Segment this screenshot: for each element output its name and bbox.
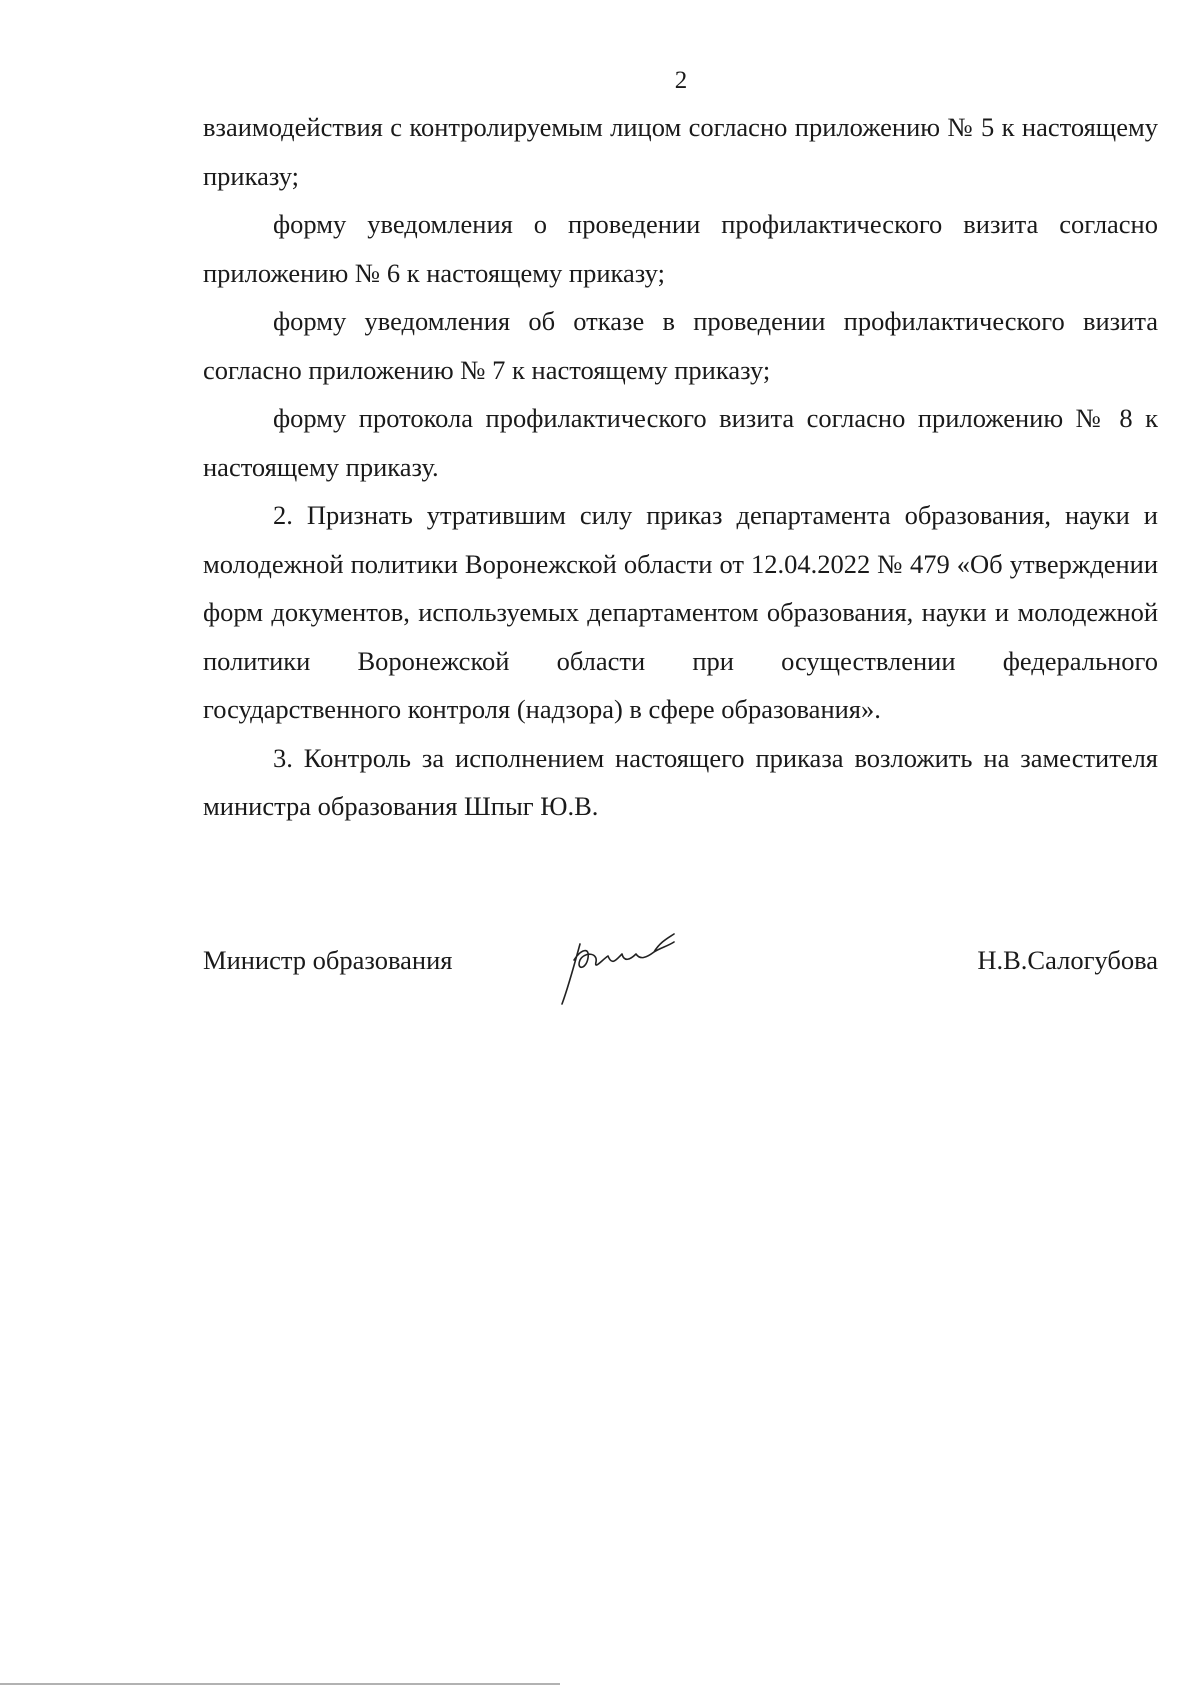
paragraph-item-2: 2. Признать утратившим силу приказ департамента образования, науки и молодежной политики Воронежской области от 12.04.2022 № 479 «Об утверждении форм документов, используемых департаментом образования, науки и молодежной политики Воронежской области при осуществлении федерального государственного контроля (надзора) в сфере образования». [203, 500, 1158, 724]
paragraph-item-3: 3. Контроль за исполнением настоящего приказа возложить на заместителя министра образования Шпыг Ю.В. [203, 742, 1158, 821]
paragraph-continuation: взаимодействия с контролируемым лицом согласно приложению № 5 к настоящему приказу; [203, 112, 1158, 191]
paragraph-form-notice-visit: форму уведомления о проведении профилактического визита согласно приложению № 6 к настоящему приказу; [203, 209, 1158, 288]
page-number: 2 [674, 67, 688, 94]
paragraph-form-notice-refusal: форму уведомления об отказе в проведении профилактического визита согласно приложению № 7 к настоящему приказу; [203, 306, 1158, 385]
scan-edge-line [0, 1683, 560, 1685]
paragraph-form-protocol: форму протокола профилактического визита согласно приложению № 8 к настоящему приказу. [203, 403, 1158, 482]
signatory-position: Министр образования [203, 945, 453, 975]
handwritten-signature [550, 930, 700, 1010]
document-body [203, 103, 1158, 831]
signatory-name: Н.В.Салогубова [977, 945, 1158, 975]
signature-block [203, 930, 1158, 1010]
